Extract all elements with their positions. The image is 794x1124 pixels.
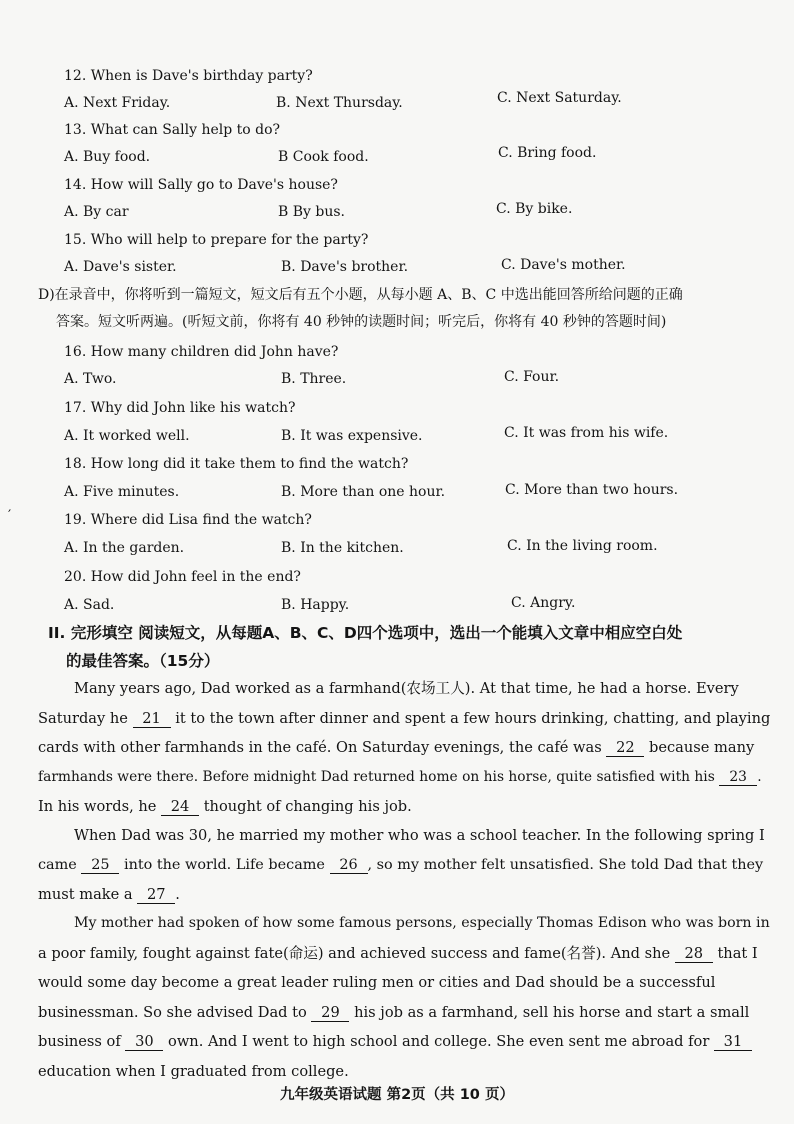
question-13: 13. What can Sally help to do? [64,122,281,138]
option-b: B. Dave's brother. [281,259,409,275]
option-b: B By bus. [278,204,345,220]
text-run: businessman. So she advised Dad to [38,1003,307,1021]
blank-26: 26 [330,857,368,874]
text-run: thought of changing his job. [203,798,412,815]
passage-line [38,998,770,1028]
margin-mark: ′ [8,508,12,524]
text-run: farmhands were there. Before midnight Dad returned home on his horse, quite satisfied with his [38,768,715,785]
section-2-heading [48,619,778,675]
question-19: 19. Where did Lisa find the watch? [64,512,312,528]
text-run: a poor family, fought against fate(命运) and achieved success and fame(名誉). And she [38,944,671,962]
passage-line: would some day become a great leader ruling men or cities and Dad should be a successful [38,974,716,991]
question-20: 20. How did John feel in the end? [64,569,301,585]
text-run: . [757,768,762,785]
section-d-instructions [38,282,768,336]
option-b: B. More than one hour. [281,484,446,500]
option-b: B. Next Thursday. [276,95,403,111]
option-c: C. By bike. [496,201,573,217]
passage-line [38,1027,770,1057]
passage-paragraph-3 [38,909,770,1086]
question-18: 18. How long did it take them to find the watch? [64,456,409,472]
passage-line [38,880,770,910]
page-footer: 九年级英语试题 第2页（共 10 页） [280,1087,514,1103]
passage-paragraph-2 [38,821,770,910]
text-run: his job as a farmhand, sell his horse and start a small [354,1003,750,1021]
question-17: 17. Why did John like his watch? [64,400,296,416]
option-b: B Cook food. [278,149,369,165]
options-19 [0,540,794,560]
text-run: came [38,856,77,873]
passage-line [38,704,770,734]
passage-line [38,733,770,763]
option-c: C. It was from his wife. [504,425,669,441]
option-c: C. Dave's mother. [501,257,626,273]
blank-27: 27 [137,887,175,904]
options-15 [0,259,794,279]
passage-line [38,792,770,822]
passage-line [38,763,770,793]
text-run: In his words, he [38,798,157,815]
question-12: 12. When is Dave's birthday party? [64,68,313,84]
blank-31: 31 [714,1034,752,1051]
option-a: A. By car [64,204,129,220]
option-a: A. It worked well. [64,428,190,444]
blank-22: 22 [606,740,644,757]
text-run: it to the town after dinner and spent a few hours drinking, chatting, and playing [175,709,771,727]
option-b: B. Three. [281,371,347,387]
text-run: that I [717,944,758,962]
blank-21: 21 [133,711,171,728]
passage-line: education when I graduated from college. [38,1062,349,1080]
blank-25: 25 [81,857,119,874]
text-run: must make a [38,886,133,903]
passage-line [38,939,770,969]
passage-paragraph-1 [38,674,770,822]
options-12 [0,90,794,115]
section-d-line-2: 答案。短文听两遍。(听短文前，你将有 40 秒钟的读题时间；听完后，你将有 40 秒钟的答题时间) [56,314,667,330]
option-a: A. Dave's sister. [64,259,177,275]
option-a: A. Two. [64,371,117,387]
option-a: A. Sad. [64,597,115,613]
text-run: business of [38,1033,121,1050]
option-b: B. It was expensive. [281,428,423,444]
option-a: A. In the garden. [64,540,185,556]
blank-24: 24 [161,799,199,816]
passage-line: When Dad was 30, he married my mother who was a school teacher. In the following spring I [74,827,765,844]
option-a: A. Next Friday. [64,95,171,111]
blank-29: 29 [311,1005,349,1022]
text-run: into the world. Life became [123,856,325,873]
passage-line: My mother had spoken of how some famous persons, especially Thomas Edison who was born in [74,915,770,931]
options-13 [0,145,794,169]
options-16 [0,371,794,391]
text-run: own. And I went to high school and college. She even sent me abroad for [168,1033,710,1050]
options-18 [0,484,794,504]
section-2-line-2: 的最佳答案。（15分） [66,652,220,670]
text-run: . [175,886,180,903]
text-run: Saturday he [38,709,128,727]
blank-28: 28 [675,946,713,963]
option-c: C. More than two hours. [505,482,679,498]
options-14 [0,201,794,224]
options-17 [0,425,794,448]
text-run: , so my mother felt unsatisfied. She told Dad that they [367,856,764,873]
passage-line: Many years ago, Dad worked as a farmhand(农场工人). At that time, he had a horse. Every [74,680,739,697]
question-14: 14. How will Sally go to Dave's house? [64,177,338,193]
blank-30: 30 [125,1034,163,1051]
text-run: because many [649,739,755,756]
option-c: C. Next Saturday. [497,90,622,106]
passage-line [38,851,770,881]
option-b: B. In the kitchen. [281,540,404,556]
option-c: C. In the living room. [507,538,658,554]
question-16: 16. How many children did John have? [64,344,339,360]
option-c: C. Four. [504,369,560,385]
text-run: cards with other farmhands in the café. On Saturday evenings, the café was [38,739,602,756]
options-20 [0,597,794,617]
option-a: A. Buy food. [64,149,151,165]
option-a: A. Five minutes. [64,484,180,500]
section-2-line-1: II. 完形填空 阅读短文，从每题A、B、C、D四个选项中，选出一个能填入文章中相应空白处 [48,624,683,642]
question-15: 15. Who will help to prepare for the party? [64,232,369,248]
section-d-line-1: D)在录音中，你将听到一篇短文，短文后有五个小题，从每小题 A、B、C 中选出能回答所给问题的正确 [38,287,683,303]
option-c: C. Angry. [511,595,576,611]
option-c: C. Bring food. [498,145,597,161]
blank-23: 23 [719,769,757,786]
option-b: B. Happy. [281,597,350,613]
